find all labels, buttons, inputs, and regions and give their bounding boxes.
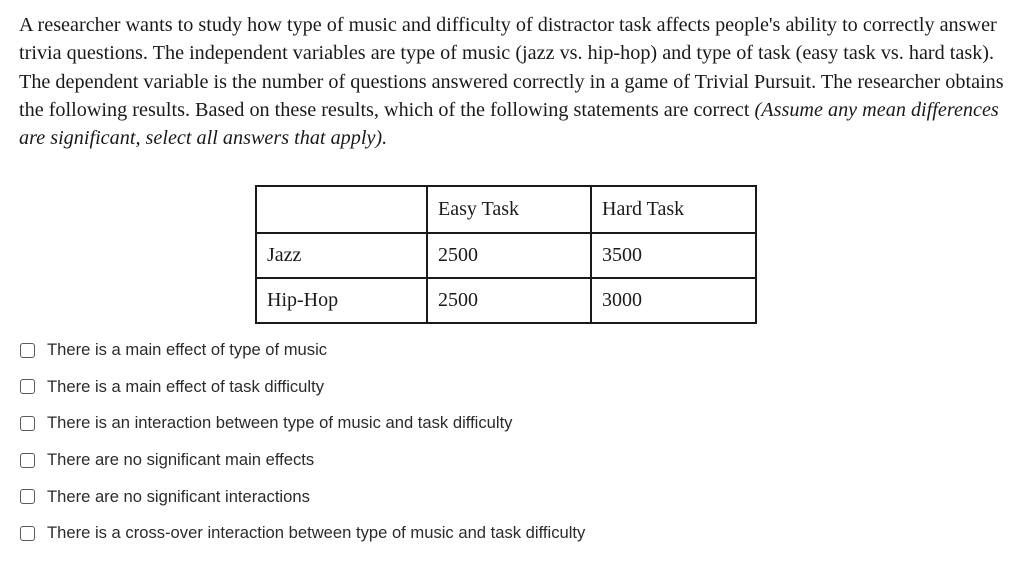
table-header-row xyxy=(256,186,756,233)
table-row-jazz xyxy=(256,233,756,278)
option-no-interactions[interactable] xyxy=(20,478,585,515)
question-instruction: (Assume any mean differences are significant, select all answers that apply). xyxy=(19,98,999,150)
option-label[interactable]: There is a main effect of type of music xyxy=(47,340,328,360)
table-row-hip-hop xyxy=(256,278,756,323)
option-label[interactable]: There are no significant main effects xyxy=(47,450,315,470)
column-header-easy-task: Easy Task xyxy=(427,186,591,233)
cell-hip-hop-hard: 3000 xyxy=(591,278,756,323)
cell-jazz-hard: 3500 xyxy=(591,233,756,278)
option-main-effect-music[interactable] xyxy=(20,332,585,369)
cell-hip-hop-easy: 2500 xyxy=(427,278,591,323)
option-label[interactable]: There are no significant interactions xyxy=(47,486,310,506)
option-main-effect-task[interactable] xyxy=(20,369,585,406)
option-checkbox[interactable] xyxy=(20,489,35,504)
option-checkbox[interactable] xyxy=(20,343,35,358)
option-checkbox[interactable] xyxy=(20,379,35,394)
table-corner-cell xyxy=(256,186,427,233)
option-checkbox[interactable] xyxy=(20,526,35,541)
question-body: A researcher wants to study how type of music and difficulty of distractor task affects people's ability to correctly answer trivia questions. The independent variables are type of music (jazz vs. hip-hop) and type of task (easy task vs. hard task). The dependent variable is the number of questions answered correctly in a game of Trivial Pursuit. The researcher obtains the following results. Based on these results, which of the following statements are correct xyxy=(19,14,1004,121)
column-header-hard-task: Hard Task xyxy=(591,186,756,233)
row-label-jazz: Jazz xyxy=(256,233,427,278)
row-label-hip-hop: Hip-Hop xyxy=(256,278,427,323)
option-interaction[interactable] xyxy=(20,405,585,442)
cell-jazz-easy: 2500 xyxy=(427,233,591,278)
answer-options xyxy=(20,332,585,552)
option-no-main-effects[interactable] xyxy=(20,442,585,479)
option-label[interactable]: There is a main effect of task difficulty xyxy=(47,376,324,396)
option-label[interactable]: There is a cross-over interaction between type of music and task difficulty xyxy=(47,523,586,543)
question-text xyxy=(19,11,1009,152)
option-label[interactable]: There is an interaction between type of music and task difficulty xyxy=(47,413,513,433)
results-table xyxy=(255,185,757,324)
option-cross-over-interaction[interactable] xyxy=(20,515,585,552)
option-checkbox[interactable] xyxy=(20,453,35,468)
option-checkbox[interactable] xyxy=(20,416,35,431)
